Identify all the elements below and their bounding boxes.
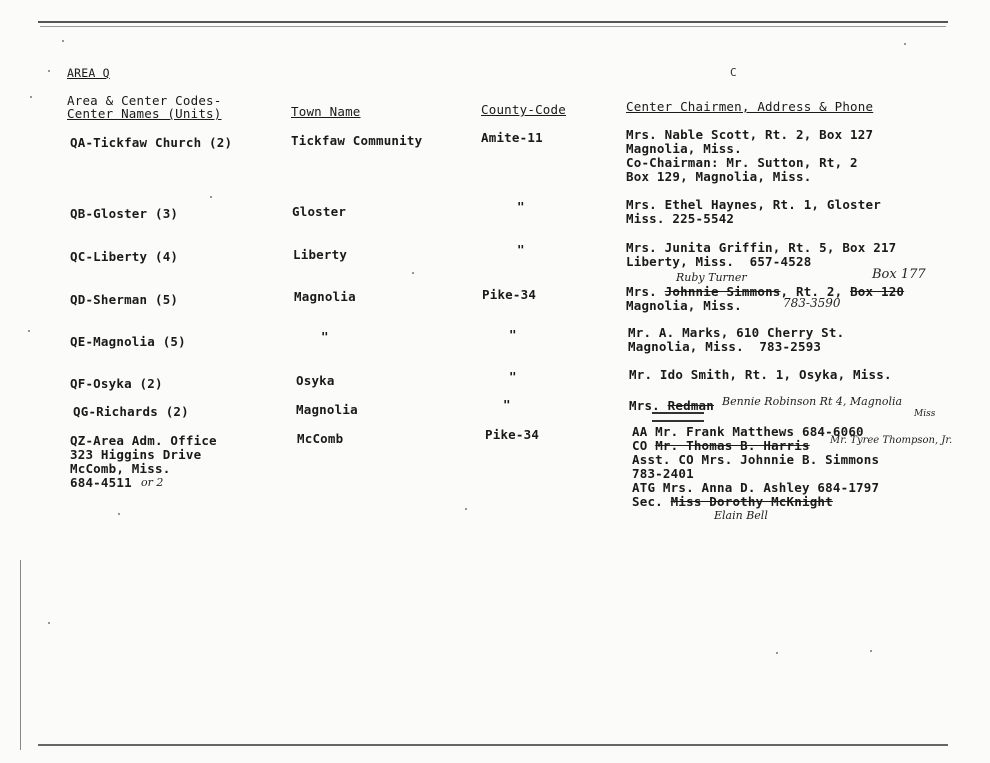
center-name: QE-Magnolia (5): [70, 334, 186, 349]
chair-line: Mr. Ido Smith, Rt. 1, Osyka, Miss.: [629, 367, 892, 382]
speck: [210, 196, 212, 198]
chair-line: Mr. A. Marks, 610 Cherry St.: [628, 325, 845, 340]
center-phone: 684-4511: [70, 475, 132, 490]
town-ditto: ": [321, 329, 329, 344]
speck: [870, 650, 872, 652]
center-name: QF-Osyka (2): [70, 376, 163, 391]
center-name: QG-Richards (2): [73, 404, 189, 419]
header-county-code: County-Code: [481, 102, 566, 117]
header-center-chairmen: Center Chairmen, Address & Phone: [626, 99, 874, 114]
chair-line: ATG Mrs. Anna D. Ashley 684-1797: [632, 480, 880, 495]
speck: [48, 622, 50, 624]
town-name: Osyka: [296, 373, 335, 388]
header-center-names: Center Names (Units): [67, 106, 222, 121]
handwritten-name: Ruby Turner: [676, 271, 747, 284]
speck: [30, 96, 32, 98]
chair-line: Asst. CO Mrs. Johnnie B. Simmons: [632, 452, 880, 467]
county-ditto: ": [509, 369, 517, 384]
speck: [118, 513, 120, 515]
center-address: 323 Higgins Drive: [70, 447, 202, 462]
chair-line: Magnolia, Miss. 783-2593: [628, 339, 822, 354]
speck: [62, 40, 64, 42]
center-name: QB-Gloster (3): [70, 206, 179, 221]
chair-line: AA Mr. Frank Matthews 684-6060: [632, 424, 864, 439]
town-name: Gloster: [292, 204, 347, 219]
chair-line: Mrs. Nable Scott, Rt. 2, Box 127: [626, 127, 874, 142]
area-title: AREA Q: [67, 66, 110, 80]
chair-line: Co-Chairman: Mr. Sutton, Rt, 2: [626, 155, 858, 170]
county-ditto: ": [509, 327, 517, 342]
chair-line: Sec. Miss Dorothy McKnight: [632, 494, 833, 509]
handwritten-extension: or 2: [141, 476, 164, 489]
header-town-name: Town Name: [291, 104, 361, 119]
speck: [904, 43, 906, 45]
scribble-strike: [652, 412, 704, 422]
town-name: McComb: [297, 431, 344, 446]
chair-line: 783-2401: [632, 466, 694, 481]
chair-line: Mrs. Ethel Haynes, Rt. 1, Gloster: [626, 197, 881, 212]
county-code: Amite-11: [481, 130, 543, 145]
handwritten-name: Mr. Tyree Thompson, Jr.: [830, 435, 953, 446]
speck: [48, 70, 50, 72]
chair-line: Mrs. Redman: [629, 398, 714, 413]
chair-line: Mrs. Johnnie Simmons, Rt. 2, Box 120: [626, 284, 905, 299]
chair-line: Miss. 225-5542: [626, 211, 735, 226]
chair-line: CO Mr. Thomas B. Harris: [632, 438, 810, 453]
header-area-codes: Area & Center Codes-: [67, 93, 222, 108]
chair-line: Liberty, Miss. 657-4528: [626, 254, 812, 269]
town-name: Magnolia: [294, 289, 356, 304]
center-name: QC-Liberty (4): [70, 249, 179, 264]
top-rule: [38, 21, 948, 23]
bottom-rule: [38, 744, 948, 746]
speck: [28, 330, 30, 332]
handwritten-name: Elain Bell: [714, 509, 768, 522]
handwritten-miss: Miss: [914, 409, 936, 419]
center-city: McComb, Miss.: [70, 461, 171, 476]
county-ditto: ": [503, 397, 511, 412]
top-rule-thin: [40, 26, 946, 27]
handwritten-box: Box 177: [872, 267, 926, 282]
center-name: QD-Sherman (5): [70, 292, 179, 307]
town-name: Liberty: [293, 247, 348, 262]
left-edge-line: [20, 560, 21, 750]
chair-line: Magnolia, Miss.: [626, 298, 742, 313]
chair-line: Magnolia, Miss.: [626, 141, 742, 156]
handwritten-name: Bennie Robinson Rt 4, Magnolia: [722, 395, 903, 408]
corner-mark: C: [730, 66, 737, 79]
county-ditto: ": [517, 199, 525, 214]
county-ditto: ": [517, 242, 525, 257]
center-name: QA-Tickfaw Church (2): [70, 135, 233, 150]
chair-line: Mrs. Junita Griffin, Rt. 5, Box 217: [626, 240, 897, 255]
chair-line: Box 129, Magnolia, Miss.: [626, 169, 812, 184]
county-code: Pike-34: [482, 287, 537, 302]
center-name: QZ-Area Adm. Office: [70, 433, 217, 448]
town-name: Tickfaw Community: [291, 133, 423, 148]
speck: [776, 652, 778, 654]
county-code: Pike-34: [485, 427, 540, 442]
handwritten-phone: 783-3590: [783, 296, 841, 310]
town-name: Magnolia: [296, 402, 358, 417]
speck: [412, 272, 414, 274]
speck: [465, 508, 467, 510]
